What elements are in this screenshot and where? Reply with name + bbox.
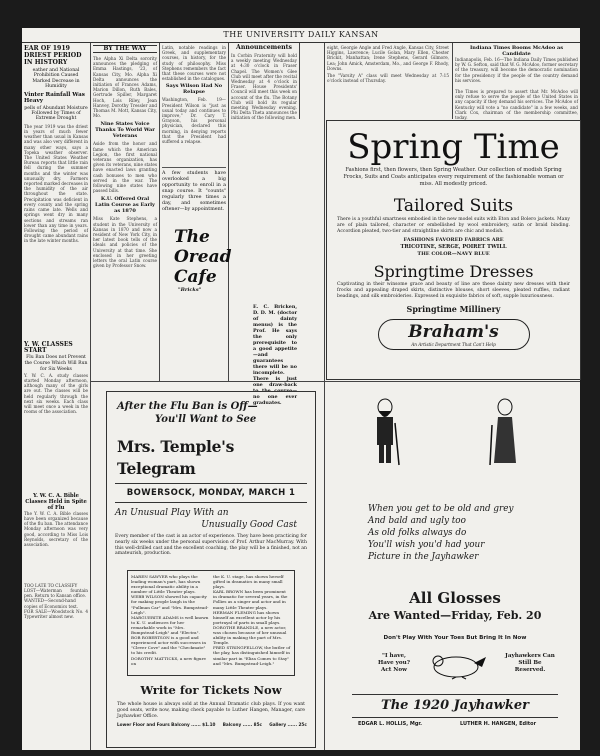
old-woman-illustration — [488, 397, 522, 469]
subhead-flu-ban: Flu Ban Does not Prevent the Course Which Will Run for Six Weeks — [24, 354, 88, 372]
jayhawker-manager: EDGAR L. HOLLIS, Mgr. — [358, 721, 423, 727]
cafe-tagline: "Bricks" — [178, 287, 202, 294]
temple-tag1: An Unusual Play With an — [115, 508, 229, 518]
rhyme-line2: And bald and ugly too — [368, 516, 466, 526]
masthead: THE UNIVERSITY DAILY KANSAN — [22, 28, 580, 43]
article-bible-body: The Y. W. C. A. Bible classes have been organized because of the flu ban. The attendance Monday afternoon was very good, according to Miss Lois Reynolds, secretary of the association. — [24, 510, 88, 548]
temple-intro: Every member of the cast is an actor of experience. They have been practicing for nearly six weeks under the personal supervision of Prof. Arthur MacMurray. With this well-drilled cast and the excellent coaching, the play will be a finished, not an amateurish, production. — [115, 534, 307, 557]
article-oral-latin: Miss Kate Stephens, a student in the University of Kansas in 1870 and now a resident of New York City, in her latest book tells of the ideals and policies of the University at that time. She enclosed in her greeting letters the oral Latin course given by Professor Snow. — [93, 216, 157, 269]
temple-telegram-ad — [106, 391, 316, 748]
cafe-word-oread: Oread — [174, 247, 232, 268]
announcements-body: In Corbin Fraternity will hold a weekly meeting Wednesday at 4:30 o'clock in Fraser Chapel. The Women's Glee Club will meet after the recital Wednesday at 4 o'clock in Fraser. House Presidents' Council will meet this week on account of the flu. The Botany Club will hold its regular meeting Wednesday evening. Phi Delta Theta announces the initiation of the following men. — [231, 53, 297, 121]
subhead-drought: pells of Abundant Moisture Followed by Times of Extreme Drought — [24, 105, 88, 122]
temple-tag2: Unusually Good Cast — [201, 520, 297, 530]
spring-intro: Fashions first, then flowers, then Spring Weather. Our collection of modish Spring Frocks, Suits and Coats anticipates every requirement of the fashionable woman or miss. All modestly priced. — [343, 167, 564, 187]
rhyme-line1: When you get to be old and grey — [368, 504, 514, 514]
tickets-head: Write for Tickets Now — [140, 683, 282, 697]
spring-time-ad — [326, 120, 581, 380]
cafe-word-cafe: Cafe — [174, 267, 217, 288]
ticket-prices: Lower Floor and Fours Balcony ...... $1.10 Balcony ...... 85c Gallery ...... 25c — [117, 722, 307, 727]
headline-oral-latin: K.U. Offered Oral Latin Course as Early as 1870 — [95, 196, 155, 215]
newspaper-page — [22, 28, 580, 750]
column-rule — [159, 43, 160, 381]
headline-wilson: Says Wilson Had No Relapse — [165, 83, 223, 96]
column-announcements — [231, 44, 297, 406]
have-you: "I have, Have you? Act Now — [378, 653, 410, 673]
old-man-illustration — [368, 397, 402, 469]
subhead-humidity: eather and National Prohibition Caused Marked Decrease in Humidity — [32, 68, 80, 90]
column-by-the-way — [93, 45, 157, 379]
cafe-word-the: The — [174, 227, 210, 248]
temple-cast-left: MAREN SAWYER who plays the leading woman's part, has shown exceptional dramatic ability in a number of Little Theater plays. WEBB WILSON showed his capacity for making people laugh in the "Pullman Car" and "Mrs. Bumpstead-Leigh". MARGUERITE ADAMS is well known to K. U. audiences for her remarkable work in "Mrs. Bumpstead-Leigh" and "Electra". BOB ROBERTSON is a good and experienced actor with successes in "Clever Cove" and the "Checkmate" to his credit. DOROTHY MATTICKS, a new figure on — [131, 574, 209, 666]
jayhawker-ad — [332, 391, 578, 746]
article-mcadoo: Indianapolis, Feb. 16—The Indiana Daily Times published by W. G. Sefton, said that W. G. McAdoo, former secretary of the treasury, will become the democratic nomination for the presidency if the people of the country demand his services. — [455, 57, 578, 83]
tickets-body: The whole house is always sold at the Annual Dramatic club plays. If you want good seats, write now, making check payable to Luther Hangen, Manager, care Jayhawker Office. — [117, 702, 305, 719]
column-society — [327, 45, 449, 118]
article-yw-body: Y. W. C. A. study classes started Monday afternoon, although many of the girls are out. The classes will be held regularly through the next six weeks. Each class will meet once a week in the rooms of the association. — [24, 372, 88, 415]
article-weather-body: The year 1919 was the driest in years of much fewer weather than usual in Kansas and was also very different in many other ways, says a Topeka weather observer. The United States Weather Bureau reports that little rain fell during the summer months and the winter was unusually dry. Farmers reported marked decreases in the humidity of the air throughout the state. Precipitation was deficient in every county and the spring rains came late. Wells and springs went dry in many sections and streams ran lower than any time in years. Following the period of drought came abundant rains in the late winter months. — [24, 123, 88, 244]
brahams-name: Braham's — [408, 322, 499, 343]
fabric-color: THE COLOR—NAVY BLUE — [417, 251, 490, 258]
fabrics-head: FASHIONS FAVORED FABRICS ARE — [403, 237, 504, 244]
headline-by-the-way: BY THE WAY — [93, 45, 157, 53]
column-rule — [90, 43, 91, 750]
classified-ads: TOO LATE TO CLASSIFY LOST—Waterman fountain pen. Return to Kansan office. WANTED—Second-hand copies of Economics text. FOR SALE—Woodstock No. 4 Typewriter almost new. — [24, 582, 88, 620]
tailored-suits-head: Tailored Suits — [393, 196, 514, 217]
jayhawker-title: The 1920 Jayhawker — [381, 698, 529, 713]
article-latin-cont: Latin, notable readings in Greek, and supplementary courses, in history, for the study of philosophy. Miss Stephens remembers the fact that these courses were not established in the catalogues. — [162, 45, 226, 82]
rhyme-line3: As old folks always do — [368, 528, 467, 538]
brahams-tag: An Artistic Department That Can't Help — [411, 342, 496, 348]
jayhawk-bird-illustration — [426, 651, 490, 679]
column-mcadoo — [455, 45, 578, 121]
column-rule — [299, 43, 300, 119]
temple-cast-box — [127, 570, 295, 676]
brahams-logo — [378, 319, 530, 350]
jayhawker-rhyme — [368, 503, 568, 563]
varsity-note: The "Varsity A" class will meet Wednesday at 7:15 o'clock instead of Thursday. — [327, 73, 449, 84]
cafe-ad-text: A few students have overlooked a big opportunity to enroll in a snap course. It "counts" regularly three times a day, and sometimes oftener—by appointment. — [162, 167, 226, 213]
article-sorority: The Alpha Xi Delta sorority announces the pledging of Emma Hastings, '23, of Kansas City, Mo. Alpha Xi Delta announces the initiation of Frances Adams, Marion Dillon, Ruth Bales, Gertrude Spiller, Margaret Hoch, Lois Riley, Jean Hanvey, Dorothy Tressler and Thomas M. Mott, Kansas City, Mo. — [93, 56, 157, 119]
column-weather — [24, 45, 88, 750]
column-rule — [228, 43, 229, 381]
temple-line1: After the Flu Ban is Off— — [117, 401, 258, 412]
column-wilson — [162, 45, 232, 379]
rhyme-line4: You'll wish you'd had your — [368, 540, 485, 550]
article-mcadoo-cont: The Times is prepared to assert that Mr. McAdoo will only refuse to serve the people of the United States in any capacity if they demand his services. The McAdoo of Kentucky will vote a "no candidate" in a few weeks, and Clark Cox, chairman of the membership committee, today. — [455, 89, 578, 121]
temple-cast-right: the K. U. stage, has shown herself gifted in dramatics in many small plays. KARL BROWN has been prominent in dramatic for several years, in the Follies as a singer and actor and in many Little Theater plays. HERMAN FLEMING has shown himself an excellent actor by his portrayal of parts in small plays. DOROTHE BRANDLE, a new actor, was chosen because of her unusual ability in making the part of Mrs. Temple. FRED STRINGFELLOW, the butler of the play, has distinguished himself in similar part in "Eliza Comes to Stay" and "Mrs. Bumpstead-Leigh." — [213, 574, 291, 666]
tailored-suits-body: There is a youthful smartness embodied in the new model suits with Eton and Bolero jackets. Many are of plain tailored, character or embellished by wool embroidery, satin or braid binding. Accordion pleated, two-tier and straightline skirts are chic and modish. — [337, 217, 570, 235]
column-rule — [452, 43, 453, 119]
article-nine-states: Aside from the honor and fame which the American Legion, the first national veterans organization, has given its veterans, nine states have enacted laws granting cash bonuses to men who served in the war. The following nine states have passed bills. — [93, 141, 157, 194]
headline-nine-states: Nine States Voice Thanks To World War Veterans — [95, 121, 155, 140]
headline-mcadoo: Indiana Times Booms McAdoo as Candidate — [469, 45, 564, 57]
headline-bible-classes: Y. W. C. A. Bible Classes Held in Spite of Flu — [25, 492, 87, 511]
headline-driest: EAR OF 1919 DRIEST PERIOD IN HISTORY — [24, 45, 82, 66]
glosses-head: All Glosses — [409, 589, 501, 607]
temple-venue: BOWERSOCK, MONDAY, MARCH 1 — [126, 488, 296, 498]
springtime-millinery: Springtime Millinery — [406, 304, 501, 315]
temple-line2: You'll Want to See — [155, 414, 257, 425]
headline-rainfall: Vinter Rainfall Was Heavy — [24, 91, 85, 104]
spring-time-title: Spring Time — [347, 127, 560, 167]
bricken-ad: E. C. Bricken, D. D. M. (doctor of dainty menus) is the Prof. He says the only prerequisite to a good appetite—and guarantees there will be no incomplete. There is just one draw-back to the course—no one ever graduates. — [253, 304, 297, 406]
society-body: eight, Georgie Angle and Fred Angle, Kansas City, Street Higgins, Lawrence; Lucile Golan, Mary Ellen, Chester Brickit, Manhattan; Irene Stephens, Gerard Gilmore, Lea; John Amick, Amsterdam, Mo., and George F. Rhody, Downs. — [327, 45, 449, 71]
glosses-sub: Are Wanted—Friday, Feb. 20 — [368, 609, 542, 622]
toes-line: Don't Play With Your Toes But Bring It In Now — [383, 635, 527, 641]
oread-cafe-logo — [162, 227, 232, 294]
temple-title: Mrs. Temple's Telegram — [117, 437, 235, 478]
headline-announcements: Announcements — [236, 44, 292, 51]
article-wilson: Washington, Feb. 19—President Wilson is "just as usual today and continues to improve," Dr. Cary T. Grayson, his personal physician, declared this morning, in denying reports that the President had suffered a relapse. — [162, 97, 226, 145]
column-rule — [324, 43, 325, 750]
rhyme-line5: Picture in the Jayhawker — [368, 552, 479, 562]
fabrics-list: TRICOTINE, SERGE, POIRET TWILL — [400, 244, 507, 251]
springtime-dresses-head: Springtime Dresses — [373, 262, 534, 282]
jayhawker-editor: LUTHER H. HANGEN, Editor — [460, 721, 537, 727]
reserve-note: Jayhawkers Can Still Be Reserved. — [505, 653, 555, 673]
section-rule — [91, 381, 580, 382]
headline-yw-classes: Y. W. CLASSES START — [24, 340, 73, 354]
springtime-dresses-body: Captivating in their winsome grace and beauty of line are these dainty new dresses with their frocks and appealing draped skirts, distinctive blouses, short sleeves, pleated ruffles, radiant beadings, and silk embroideries. Expressed in exquisite fabrics of soft, supple luxuriousness. — [337, 282, 570, 300]
